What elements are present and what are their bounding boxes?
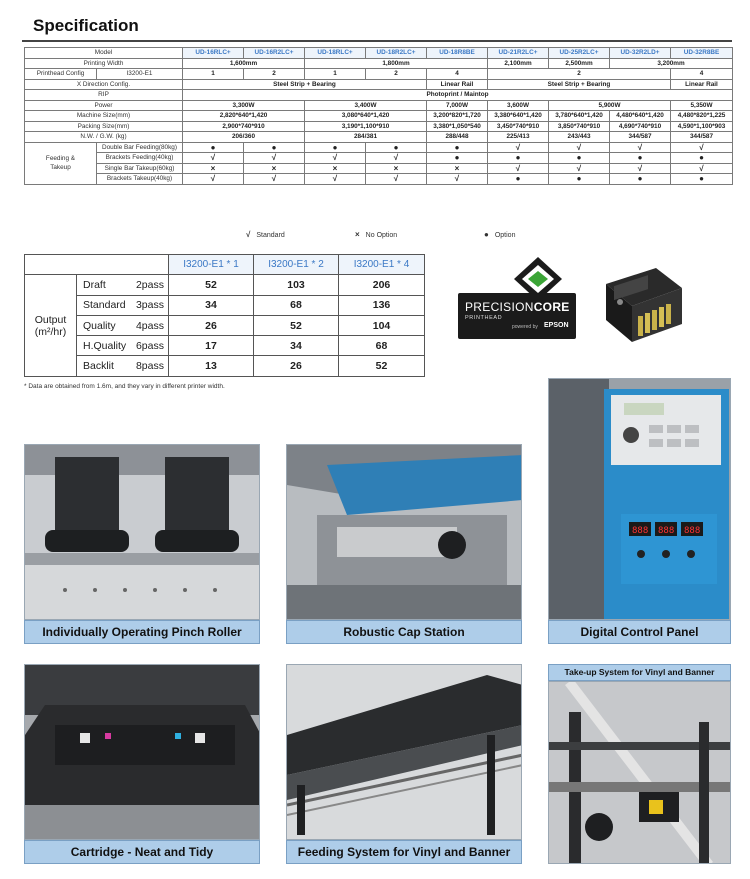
- footnote: * Data are obtained from 1.6m, and they vary in different printer width.: [24, 383, 225, 390]
- mode-pass: 3pass: [135, 299, 164, 312]
- spec-cell: 2: [488, 69, 671, 80]
- spec-cell: 2,100mm: [488, 58, 549, 69]
- mode-name: Draft: [83, 278, 106, 291]
- output-value: 52: [169, 275, 254, 295]
- output-value: 103: [254, 275, 339, 295]
- output-value: 104: [339, 315, 425, 335]
- spec-cell: 3,450*740*910: [488, 121, 549, 132]
- feed-symbol: √: [183, 174, 244, 185]
- spec-label: Machine Size(mm): [25, 111, 183, 122]
- output-value: 34: [169, 295, 254, 315]
- feed-symbol: √: [366, 174, 427, 185]
- logo-powered: powered by: [512, 324, 538, 330]
- spec-row-weight: [25, 132, 733, 143]
- spec-label: N.W. / G.W. (kg): [25, 132, 183, 143]
- output-unit: (m²/hr): [34, 325, 67, 338]
- spec-cell: 4,690*740*910: [610, 121, 671, 132]
- model-header: UD-16R2LC+: [244, 48, 305, 59]
- mode-name: H.Quality: [83, 339, 127, 352]
- panel-readout: 888: [658, 526, 675, 536]
- control-panel-image: [549, 379, 731, 620]
- feed-symbol: ●: [488, 174, 549, 185]
- output-row: [25, 275, 425, 295]
- output-value: 68: [339, 336, 425, 356]
- output-value: 206: [339, 275, 425, 295]
- spec-row-power: [25, 100, 733, 111]
- model-header: UD-18RLC+: [305, 48, 366, 59]
- caption-feeding-system: Feeding System for Vinyl and Banner: [286, 840, 522, 864]
- output-corner: [25, 255, 169, 275]
- spec-cell: 3,380*1,050*540: [427, 121, 488, 132]
- feed-symbol: √: [366, 153, 427, 164]
- spec-cell: 1,600mm: [183, 58, 305, 69]
- spec-cell: 7,000W: [427, 100, 488, 111]
- output-value: 26: [254, 356, 339, 376]
- spec-cell: 3,200mm: [610, 58, 733, 69]
- mode-name: Quality: [83, 319, 116, 332]
- takeup-system-photo: [548, 681, 731, 864]
- spec-cell: 3,780*640*1,420: [549, 111, 610, 122]
- feed-symbol: √: [427, 174, 488, 185]
- spec-cell: 225/413: [488, 132, 549, 143]
- model-header: UD-18R2LC+: [366, 48, 427, 59]
- feed-symbol: ●: [488, 153, 549, 164]
- spec-cell: 2,500mm: [549, 58, 610, 69]
- feed-symbol: √: [305, 153, 366, 164]
- spec-cell: Steel Strip + Bearing: [183, 79, 427, 90]
- feed-symbol: ×: [366, 163, 427, 174]
- spec-cell: 3,300W: [183, 100, 305, 111]
- mode-name: Standard: [83, 299, 126, 312]
- caption-cap-station: Robustic Cap Station: [286, 620, 522, 644]
- output-header: I3200-E1 * 2: [254, 255, 339, 275]
- feed-symbol: √: [244, 153, 305, 164]
- feed-symbol: ●: [427, 142, 488, 153]
- spec-label: X Direction Config.: [25, 79, 183, 90]
- caption-takeup-system: Take-up System for Vinyl and Banner: [548, 664, 731, 681]
- feed-symbol: ●: [671, 174, 733, 185]
- feed-symbol: √: [244, 174, 305, 185]
- spec-row-xdir: [25, 79, 733, 90]
- spec-row-feed-2: [25, 163, 733, 174]
- output-row: [25, 315, 425, 335]
- feeding-system-photo: [286, 664, 522, 840]
- spec-label: Power: [25, 100, 183, 111]
- output-row: [25, 295, 425, 315]
- spec-label: Printhead Config: [25, 69, 97, 80]
- spec-cell: 3,380*640*1,420: [488, 111, 549, 122]
- spec-cell: 4,480*820*1,225: [671, 111, 733, 122]
- feed-symbol: √: [549, 142, 610, 153]
- spec-cell: 1,800mm: [305, 58, 488, 69]
- feed-symbol: √: [488, 142, 549, 153]
- model-header: UD-25R2LC+: [549, 48, 610, 59]
- feed-symbol: √: [305, 174, 366, 185]
- legend-option: [484, 230, 515, 239]
- control-panel-photo: [548, 378, 731, 620]
- legend-standard: [246, 230, 285, 239]
- feed-symbol: √: [488, 163, 549, 174]
- feed-symbol: √: [671, 163, 733, 174]
- spec-label: Packing Size(mm): [25, 121, 183, 132]
- spec-cell: 4: [427, 69, 488, 80]
- printhead-image: [596, 262, 686, 348]
- spec-cell: 5,350W: [671, 100, 733, 111]
- feed-symbol: √: [610, 142, 671, 153]
- model-header: UD-21R2LC+: [488, 48, 549, 59]
- output-header: I3200-E1 * 1: [169, 255, 254, 275]
- spec-label: Brackets Feeding(40kg): [97, 153, 183, 164]
- cap-station-photo: [286, 444, 522, 620]
- spec-cell: Linear Rail: [427, 79, 488, 90]
- output-row: [25, 356, 425, 376]
- spec-row-feed-1: [25, 153, 733, 164]
- mode-pass: 4pass: [135, 319, 164, 332]
- output-label-line: Output: [34, 313, 67, 326]
- precisioncore-logo: [458, 255, 576, 343]
- feed-symbol: ●: [610, 153, 671, 164]
- logo-wordmark: [465, 300, 570, 314]
- pinch-roller-image: [25, 445, 260, 620]
- dot-icon: ●: [484, 230, 489, 239]
- spec-cell: 4: [671, 69, 733, 80]
- output-table: [24, 254, 425, 377]
- legend-no-option: [355, 230, 397, 239]
- model-header: UD-16RLC+: [183, 48, 244, 59]
- output-value: 17: [169, 336, 254, 356]
- spec-cell: 344/587: [671, 132, 733, 143]
- cross-icon: ×: [355, 230, 360, 239]
- mode-pass: 2pass: [135, 278, 164, 291]
- spec-row-printhead: [25, 69, 733, 80]
- panel-readout: 888: [684, 526, 701, 536]
- mode-pass: 6pass: [135, 339, 164, 352]
- feed-symbol: ●: [183, 142, 244, 153]
- output-value: 34: [254, 336, 339, 356]
- model-header: UD-32R2LD+: [610, 48, 671, 59]
- spec-row-feed-3: [25, 174, 733, 185]
- spec-label-feeding: [25, 142, 97, 184]
- caption-control-panel: Digital Control Panel: [548, 620, 731, 644]
- spec-cell: 2,900*740*910: [183, 121, 305, 132]
- logo-sub: PRINTHEAD: [465, 315, 503, 321]
- pinch-roller-photo: [24, 444, 260, 620]
- mode-cell: [77, 336, 169, 356]
- mode-cell: [77, 295, 169, 315]
- spec-row-packing-size: [25, 121, 733, 132]
- spec-cell: Photoprint / Maintop: [183, 90, 733, 101]
- spec-label: Printing Width: [25, 58, 183, 69]
- panel-readout: 888: [632, 526, 649, 536]
- spec-cell: 5,900W: [549, 100, 671, 111]
- spec-label: Single Bar Takeup(60kg): [97, 163, 183, 174]
- spec-row-rip: [25, 90, 733, 101]
- spec-cell: 2,820*640*1,420: [183, 111, 305, 122]
- output-value: 52: [339, 356, 425, 376]
- takeup-label-line: Takeup: [50, 164, 71, 171]
- output-value: 68: [254, 295, 339, 315]
- spec-label: Model: [25, 48, 183, 59]
- spec-table: [24, 47, 733, 185]
- feed-symbol: ●: [610, 174, 671, 185]
- output-row: [25, 336, 425, 356]
- spec-row-model: [25, 48, 733, 59]
- feed-symbol: √: [183, 153, 244, 164]
- feed-symbol: ●: [549, 153, 610, 164]
- feed-symbol: √: [671, 142, 733, 153]
- feeding-system-image: [287, 665, 522, 840]
- spec-row-machine-size: [25, 111, 733, 122]
- spec-cell: 284/381: [305, 132, 427, 143]
- cap-station-image: [287, 445, 522, 620]
- feed-symbol: ×: [305, 163, 366, 174]
- feed-symbol: ●: [244, 142, 305, 153]
- spec-cell: 3,200*820*1,720: [427, 111, 488, 122]
- spec-cell: 1: [305, 69, 366, 80]
- takeup-system-image: [549, 682, 731, 864]
- model-header: UD-18R8BE: [427, 48, 488, 59]
- spec-cell: Steel Strip + Bearing: [488, 79, 671, 90]
- feed-symbol: ×: [183, 163, 244, 174]
- feed-symbol: √: [610, 163, 671, 174]
- feed-symbol: ●: [671, 153, 733, 164]
- spec-cell: 3,600W: [488, 100, 549, 111]
- spec-cell: 288/448: [427, 132, 488, 143]
- spec-cell: 2: [366, 69, 427, 80]
- spec-cell: 3,400W: [305, 100, 427, 111]
- output-header-row: [25, 255, 425, 275]
- legend-label: Option: [494, 232, 516, 239]
- feeding-label-line: Feeding &: [45, 155, 76, 162]
- check-icon: √: [246, 230, 251, 239]
- spec-label: Brackets Takeup(40kg): [97, 174, 183, 185]
- logo-epson: EPSON: [544, 322, 569, 329]
- page-title: Specification: [33, 16, 139, 35]
- spec-cell: Linear Rail: [671, 79, 733, 90]
- spec-cell: 4,590*1,100*903: [671, 121, 733, 132]
- cartridge-photo: [24, 664, 260, 840]
- logo-precision: PRECISION: [465, 300, 534, 314]
- feed-symbol: ●: [305, 142, 366, 153]
- feed-symbol: ×: [244, 163, 305, 174]
- logo-core: CORE: [533, 300, 570, 314]
- spec-cell: 206/360: [183, 132, 305, 143]
- spec-cell: 4,480*640*1,420: [610, 111, 671, 122]
- mode-pass: 8pass: [135, 360, 164, 373]
- spec-label: Double Bar Feeding(80kg): [97, 142, 183, 153]
- feed-symbol: √: [549, 163, 610, 174]
- feed-symbol: ●: [427, 153, 488, 164]
- feed-symbol: ●: [366, 142, 427, 153]
- spec-cell: 3,850*740*910: [549, 121, 610, 132]
- legend-label: No Option: [365, 232, 398, 239]
- output-header: I3200-E1 * 4: [339, 255, 425, 275]
- spec-cell: 344/587: [610, 132, 671, 143]
- mode-name: Backlit: [83, 360, 114, 373]
- spec-label: I3200-E1: [97, 69, 183, 80]
- feed-symbol: ×: [427, 163, 488, 174]
- caption-pinch-roller: Individually Operating Pinch Roller: [24, 620, 260, 644]
- spec-cell: 1: [183, 69, 244, 80]
- output-value: 26: [169, 315, 254, 335]
- output-value: 13: [169, 356, 254, 376]
- mode-cell: [77, 356, 169, 376]
- spec-cell: 243/443: [549, 132, 610, 143]
- spec-label: RIP: [25, 90, 183, 101]
- spec-row-width: [25, 58, 733, 69]
- mode-cell: [77, 315, 169, 335]
- spec-cell: 3,080*640*1,420: [305, 111, 427, 122]
- cartridge-image: [25, 665, 260, 840]
- output-value: 52: [254, 315, 339, 335]
- model-header: UD-32R8BE: [671, 48, 733, 59]
- caption-cartridge: Cartridge - Neat and Tidy: [24, 840, 260, 864]
- spec-cell: 3,190*1,100*910: [305, 121, 427, 132]
- legend-label: Standard: [256, 232, 285, 239]
- output-value: 136: [339, 295, 425, 315]
- feed-symbol: ●: [549, 174, 610, 185]
- output-label: [25, 275, 77, 376]
- spec-row-feed-0: [25, 142, 733, 153]
- title-rule: [22, 40, 732, 42]
- spec-cell: 2: [244, 69, 305, 80]
- mode-cell: [77, 275, 169, 295]
